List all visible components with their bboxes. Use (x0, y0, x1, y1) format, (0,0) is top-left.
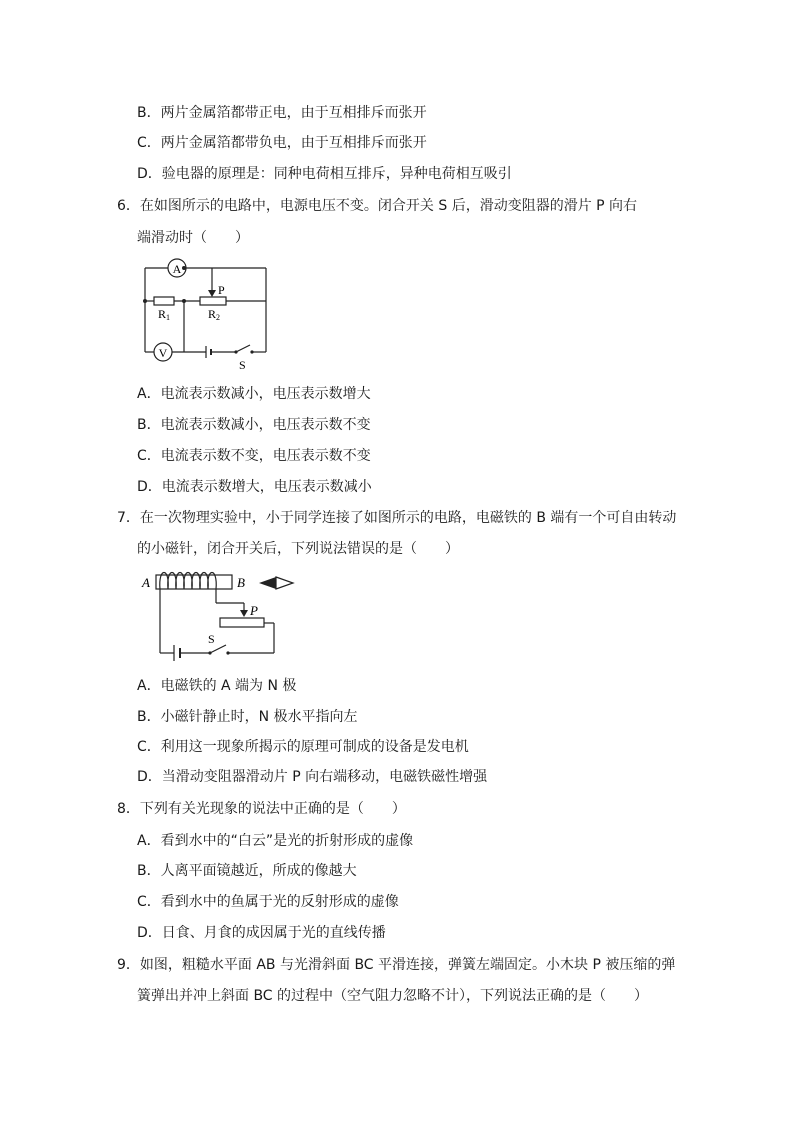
q7-option-a: A．电磁铁的 A 端为 N 极 (137, 678, 297, 694)
q6-stem-line1: 6．在如图所示的电路中，电源电压不变。闭合开关 S 后，滑动变阻器的滑片 P 向右 (117, 198, 638, 214)
q8-option-a: A．看到水中的“白云”是光的折射形成的虚像 (137, 833, 414, 849)
q7-stem-line2: 的小磁针，闭合开关后，下列说法错误的是（ ） (137, 541, 459, 557)
q6-option-a: A．电流表示数减小，电压表示数增大 (137, 386, 371, 402)
q6-option-d: D．电流表示数增大，电压表示数减小 (137, 479, 372, 495)
q9-stem-line2: 簧弹出并冲上斜面 BC 的过程中（空气阻力忽略不计），下列说法正确的是（ ） (137, 988, 649, 1004)
q7-electromagnet-diagram (138, 567, 300, 667)
end-a-label: A (142, 575, 150, 590)
slider-p-label: P (218, 283, 225, 297)
q7-option-d: D．当滑动变阻器滑动片 P 向右端移动，电磁铁磁性增强 (137, 769, 488, 785)
q5-option-b: B．两片金属箔都带正电，由于互相排斥而张开 (137, 105, 427, 121)
q6-circuit-figure (140, 252, 275, 374)
q8-option-d: D．日食、月食的成因属于光的直线传播 (137, 925, 386, 941)
q7-option-c: C．利用这一现象所揭示的原理可制成的设备是发电机 (137, 739, 469, 755)
ammeter-label: A (172, 262, 182, 276)
r2-label: R2 (208, 307, 221, 322)
r1-label: R1 (158, 307, 171, 322)
q6-circuit-diagram (140, 252, 275, 374)
switch-s-label: S (208, 632, 215, 646)
q6-option-c: C．电流表示数不变，电压表示数不变 (137, 448, 371, 464)
q7-stem-line1: 7．在一次物理实验中，小于同学连接了如图所示的电路，电磁铁的 B 端有一个可自由转动 (117, 510, 677, 526)
q8-stem: 8．下列有关光现象的说法中正确的是（ ） (117, 801, 406, 817)
q5-option-c: C．两片金属箔都带负电，由于互相排斥而张开 (137, 135, 427, 151)
voltmeter-label: V (158, 346, 168, 360)
switch-s-label: S (239, 358, 246, 372)
q7-electromagnet-figure (138, 567, 300, 667)
q8-option-b: B．人离平面镜越近，所成的像越大 (137, 863, 357, 879)
end-b-label: B (237, 575, 245, 590)
q6-option-b: B．电流表示数减小，电压表示数不变 (137, 417, 371, 433)
q7-option-b: B．小磁针静止时，N 极水平指向左 (137, 709, 358, 725)
q8-option-c: C．看到水中的鱼属于光的反射形成的虚像 (137, 894, 399, 910)
q5-option-d: D．验电器的原理是：同种电荷相互排斥，异种电荷相互吸引 (137, 166, 512, 182)
q9-stem-line1: 9．如图，粗糙水平面 AB 与光滑斜面 BC 平滑连接，弹簧左端固定。小木块 P 被压缩的弹 (117, 957, 676, 973)
q6-stem-line2: 端滑动时（ ） (137, 230, 249, 246)
slider-p-label: P (250, 603, 258, 618)
